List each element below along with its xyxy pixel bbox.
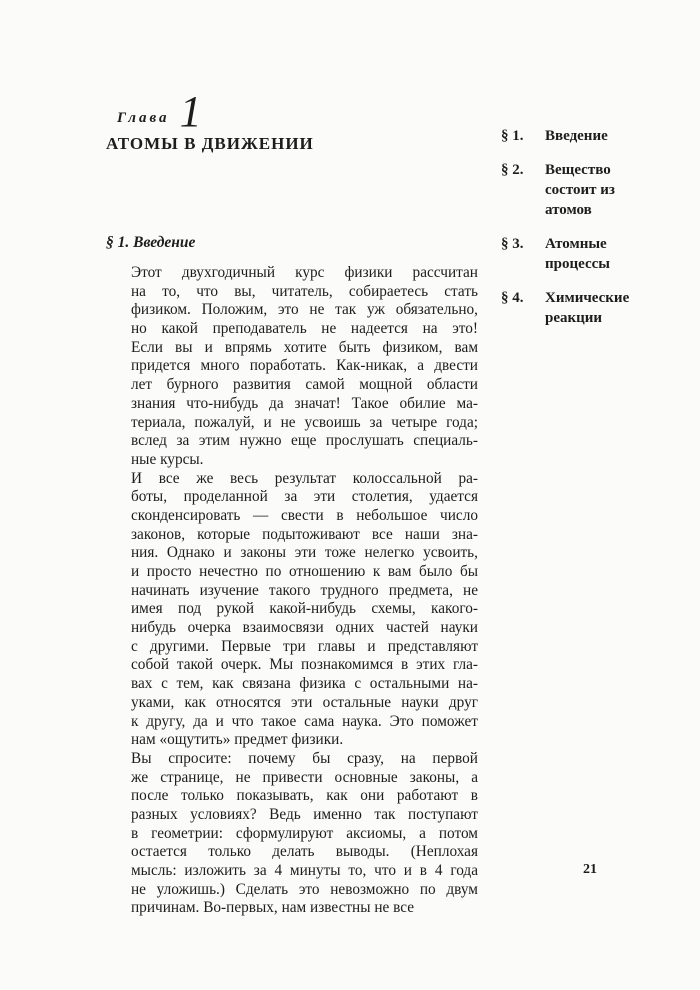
text-line: Если вы и впрямь хотите быть физиком, вам [131, 338, 478, 356]
text-line: собой такой очерк. Мы познакомимся в этих гла- [131, 656, 478, 674]
toc-section-label: Атомные процессы [545, 236, 610, 272]
paragraph [106, 750, 478, 918]
toc-section-number: § 4. [501, 290, 524, 306]
paragraph [106, 470, 478, 750]
toc-section-number: § 3. [501, 236, 524, 252]
text-line: И все же весь результат колоссальной ра- [131, 469, 478, 487]
text-line: на то, что вы, читатель, собираетесь стать [131, 282, 478, 300]
text-line: но какой преподаватель не надеется на это! [131, 320, 478, 338]
chapter-title: АТОМЫ В ДВИЖЕНИИ [106, 134, 314, 153]
text-line: Этот двухгодичный курс физики рассчитан [131, 264, 478, 281]
toc-section-number: § 2. [501, 162, 524, 178]
text-line: Вы спросите: почему бы сразу, на первой [131, 749, 478, 767]
page-number: 21 [583, 862, 597, 877]
text-line: причинам. Во-первых, нам известны не все [131, 899, 415, 917]
text-line: уками, как относятся эти остальные науки друг [131, 693, 478, 711]
text-line: к другу, да и что такое сама наука. Это поможет [131, 712, 478, 730]
toc-item [501, 126, 691, 146]
text-line: не уложишь.) Сделать это невозможно по двум [131, 880, 478, 898]
paragraph [106, 264, 478, 470]
text-line: законов, которые подытоживают все наши зна- [131, 525, 478, 543]
text-line: физиком. Положим, это не так уж обязательно, [131, 301, 478, 319]
text-line: знания что-нибудь да значат! Такое обилие ма- [131, 394, 478, 412]
toc-section-number: § 1. [501, 128, 524, 144]
toc-item [501, 160, 691, 220]
toc-item [501, 288, 691, 328]
text-line: лет бурного развития самой мощной области [131, 376, 478, 394]
section-heading: § 1. Введение [106, 234, 196, 251]
text-line: придется много поработать. Как-никак, а двести [131, 357, 478, 375]
text-line: с другими. Первые три главы и представляют [131, 637, 478, 655]
text-line: боты, проделанной за эти столетия, удается [131, 488, 478, 506]
text-line: разных условиях? Ведь именно так поступают [131, 805, 478, 823]
text-line: вслед за этим нужно еще прослушать специаль- [131, 432, 478, 450]
text-line: нибудь очерка взаимосвязи одних частей науки [131, 619, 478, 637]
text-line: и просто нечестно по отношению к вам было бы [131, 563, 478, 580]
text-line: териала, пожалуй, и не усвоишь за четыре года; [131, 413, 478, 431]
text-line: вах с тем, как связана физика с остальными на- [131, 675, 478, 693]
chapter-header [117, 86, 202, 137]
text-line: нам «ощутить» предмет физики. [131, 731, 344, 749]
body-text [106, 264, 478, 918]
toc-section-label: Химические реакции [545, 290, 630, 326]
toc-section-label: Введение [545, 128, 608, 144]
text-line: ния. Однако и законы эти тоже нелегко усвоить, [131, 544, 478, 562]
chapter-number: 1 [179, 87, 202, 136]
text-line: сконденсировать — свести в небольшое число [131, 506, 478, 524]
text-line: имея под рукой какой-нибудь схемы, какого- [131, 600, 478, 618]
toc-section-label: Вещество состоит из атомов [545, 162, 615, 218]
section-contents [501, 126, 691, 342]
text-line: после только показывать, как они работают в [131, 787, 478, 805]
toc-item [501, 234, 691, 274]
text-line: остается только делать выводы. (Неплохая [131, 843, 478, 861]
text-line: мысль: изложить за 4 минуты то, что и в 4 года [131, 862, 478, 879]
text-line: же странице, не привести основные законы, а [131, 768, 478, 786]
chapter-word: Глава [117, 110, 170, 126]
text-line: начинать изучение такого трудного предмета, не [131, 581, 478, 599]
text-line: в геометрии: сформулируют аксиомы, а потом [131, 824, 478, 842]
text-line: ные курсы. [131, 450, 204, 468]
